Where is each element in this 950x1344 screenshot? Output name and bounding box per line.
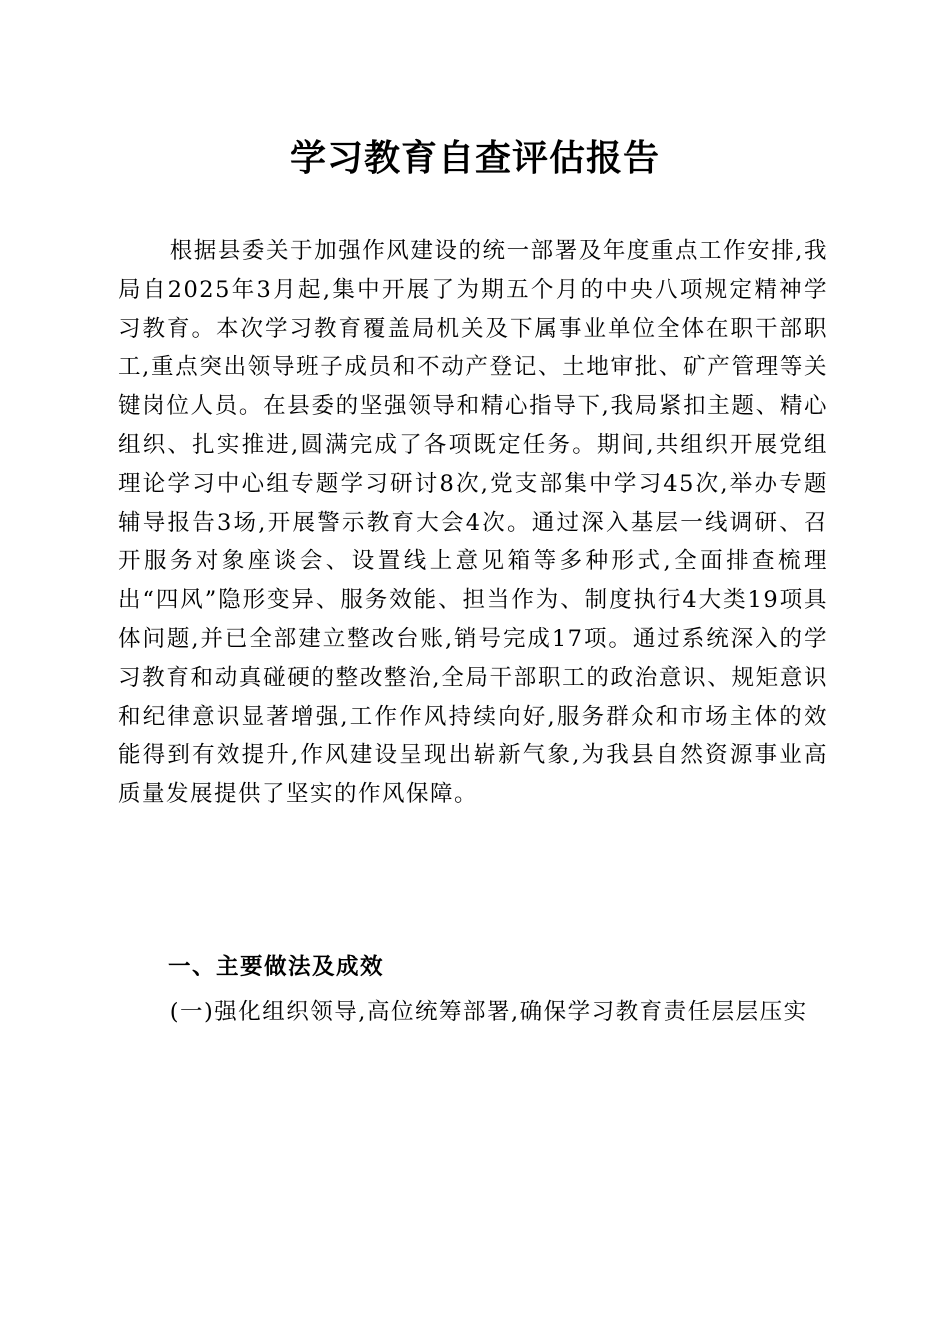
subsection-heading: (一)强化组织领导,高位统筹部署,确保学习教育责任层层压实 bbox=[169, 999, 808, 1025]
document-title: 学习教育自查评估报告 bbox=[289, 137, 660, 179]
intro-paragraph: 根据县委关于加强作风建设的统一部署及年度重点工作安排,我局自2025年3月起,集中开展了为期五个月的中央八项规定精神学习教育。本次学习教育覆盖局机关及下属事业单位全体在职干部职工,重点突出领导班子成员和不动产登记、土地审批、矿产管理等关键岗位人员。在县委的坚强领导和精心指导下,我局紧扣主题、精心组织、扎实推进,圆满完成了各项既定任务。期间,共组织开展党组理论学习中心组专题学习研讨8次,党支部集中学习45次,举办专题辅导报告3场,开展警示教育大会4次。通过深入基层一线调研、召开服务对象座谈会、设置线上意见箱等多种形式,全面排查梳理出“四风”隐形变异、服务效能、担当作为、制度执行4大类19项具体问题,并已全部建立整改台账,销号完成17项。通过系统深入的学习教育和动真碰硬的整改整治,全局干部职工的政治意识、规矩意识和纪律意识显著增强,工作作风持续向好,服务群众和市场主体的效能得到有效提升,作风建设呈现出崭新气象,为我县自然资源事业高质量发展提供了坚实的作风保障。 bbox=[118, 238, 828, 808]
section-heading: 一、主要做法及成效 bbox=[168, 954, 385, 980]
